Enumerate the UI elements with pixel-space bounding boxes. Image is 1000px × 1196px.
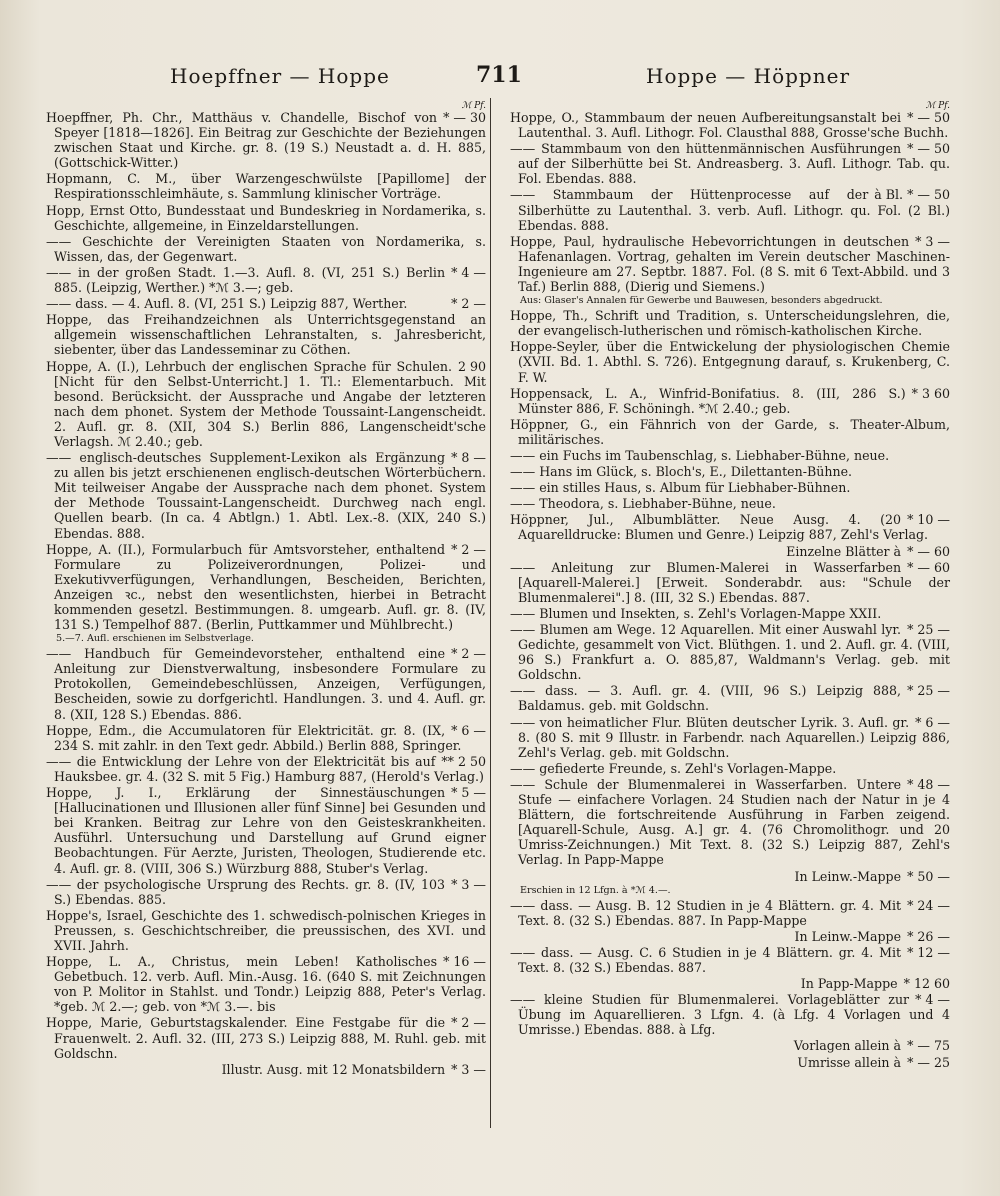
- entry-text: —— ein stilles Haus, s. Album für Liebhaber-Bühnen.: [510, 480, 851, 496]
- entry-text: Umrisse allein à: [797, 1054, 902, 1070]
- entry-text: —— Geschichte der Vereinigten Staaten von Nordamerika, s. Wissen, das, der Gegenwart.: [46, 233, 486, 264]
- entry-text: —— Theodora, s. Liebhaber-Bühne, neue.: [510, 496, 776, 512]
- entry-text: Hoppe, Th., Schrift und Tradition, s. Unterscheidungslehren, die, der evangelisch-lutherischen und römisch-katholischen Kirche.: [510, 308, 950, 339]
- entry-price: 2 90: [457, 358, 486, 374]
- page-header: [0, 60, 1000, 100]
- bibliography-entry: [510, 496, 950, 511]
- entry-text: —— dass. — Ausg. C. 6 Studien in je 4 Blättern. gr. 4. Mit Text. 8. (32 S.) Ebendas. 887.: [510, 944, 902, 975]
- column-divider: [490, 98, 491, 1128]
- bibliography-entry: [510, 234, 950, 294]
- entry-text: Höppner, G., ein Fähnrich von der Garde, s. Theater-Album, militärisches.: [510, 416, 950, 447]
- entry-text: Einzelne Blätter à: [786, 543, 902, 559]
- entry-text: Hoppe's, Israel, Geschichte des 1. schwedisch-polnischen Krieges in Preussen, s. Geschichtschreiber, die preussischen, des XVI. und XVII. Jahrh.: [46, 907, 486, 953]
- entry-price: * 26 —: [907, 928, 950, 944]
- bibliography-entry: [46, 171, 486, 201]
- entry-price: * — 30: [443, 110, 486, 125]
- entry-text: Hoppe, Marie, Geburtstagskalender. Eine Festgabe für die Frauenwelt. 2. Aufl. 32. (III, 273 S.) Leipzig 888, M. Ruhl. geb. mit Goldschn.: [46, 1015, 486, 1061]
- entry-price: * 2 —: [451, 541, 486, 557]
- left-column: [46, 100, 486, 1078]
- entry-text: —— Stammbaum von den hüttenmännischen Ausführungen auf der Silberhütte bei St. Andreasberg. 3. Aufl. Lithogr. Tab. qu. Fol. Ebendas. 888.: [510, 141, 950, 187]
- entry-text: —— dass. — Ausg. B. 12 Studien in je 4 Blättern. gr. 4. Mit Text. 8. (32 S.) Ebendas. 887. In Papp-Mappe: [510, 897, 902, 928]
- entry-price: * 2 —: [451, 1015, 486, 1031]
- bibliography-entry: [46, 785, 486, 876]
- entry-text: Hoppe, J. I., Erklärung der Sinnestäuschungen [Hallucinationen und Illusionen aller fünf Sinne] bei Gesunden und bei Kranken. Beitrag zur Lehre von den Geisteskrankheiten. Ausführl. Untersuchung und Darstellung auf Grund eigner Beobachtungen. Für Aerzte, Juristen, Theologen, Studierende etc. 4. Aufl. gr. 8. (VIII, 306 S.) Würzburg 888, Stuber's Verlag.: [46, 785, 486, 876]
- entry-text: —— dass. — 4. Aufl. 8. (VI, 251 S.) Leipzig 887, Werther.: [46, 296, 408, 312]
- entry-price: ** 2 50: [441, 753, 486, 769]
- entry-price: * 3 —: [451, 1061, 486, 1077]
- entry-text: Illustr. Ausg. mit 12 Monatsbildern: [221, 1061, 446, 1077]
- entry-text: In Leinw.-Mappe: [794, 868, 902, 884]
- bibliography-entry: [46, 359, 486, 450]
- entry-text: Hoppe, A. (I.), Lehrbuch der englischen Sprache für Schulen. [Nicht für den Selbst-Unterricht.] 1. Tl.: Elementarbuch. Mit besond. Berücksicht. der Aussprache und Angabe der letzteren nach dem phonet. System der Methode Toussaint-Langenscheidt. 2. Aufl. gr. 8. (XII, 304 S.) Berlin 886, Langenscheidt'sche Verlagsh. ℳ 2.40.; geb.: [46, 358, 486, 449]
- entry-note: [510, 885, 950, 896]
- entry-price: * 5 —: [451, 785, 486, 801]
- entry-price: * 3 —: [451, 876, 486, 892]
- entry-text: —— Anleitung zur Blumen-Malerei in Wasserfarben [Aquarell-Malerei.] [Erweit. Sonderabdr. aus: "Schule der Blumenmalerei".] 8. (III, 32 S.) Ebendas. 887.: [510, 559, 950, 605]
- entry-text: —— Hans im Glück, s. Bloch's, E., Dilettanten-Bühne.: [510, 464, 853, 480]
- entry-price: * — 25: [907, 1054, 950, 1070]
- entry-text: —— von heimatlicher Flur. Blüten deutscher Lyrik. 3. Aufl. gr. 8. (80 S. mit 9 Illustr. in Farbendr. nach Aquarellen.) Leipzig 886, Zehl's Verlag. geb. mit Goldschn.: [510, 714, 950, 760]
- entry-text: In Leinw.-Mappe: [794, 928, 902, 944]
- bibliography-entry: [510, 606, 950, 621]
- entry-price: * 48 —: [907, 776, 950, 792]
- bibliography-entry: [510, 976, 950, 991]
- bibliography-entry: [46, 450, 486, 541]
- entry-price: * 3 60: [911, 385, 950, 401]
- entry-text: Hoppe, A. (II.), Formularbuch für Amtsvorsteher, enthaltend Formulare zu Polizeiverordnungen, Polizei- und Exekutivverfügungen, Verhandlungen, Bescheiden, Berichten, Anzeigen ꝛc., nebst den wesentlichsten, hierbei in Betracht kommenden gesetzl. Bestimmungen. 8. umgearb. Aufl. gr. 8. (IV, 131 S.) Tempelhof 887. (Berlin, Puttkammer und Mühlbrecht.): [46, 541, 486, 633]
- page-number: 711: [476, 62, 522, 88]
- bibliography-entry: [46, 1062, 486, 1077]
- bibliography-entry: [510, 945, 950, 975]
- entry-text: Aus: Glaser's Annalen für Gewerbe und Bauwesen, besonders abgedruckt.: [520, 295, 883, 307]
- bibliography-entry: [46, 754, 486, 784]
- entry-price: * — 60: [907, 559, 950, 575]
- bibliography-entry: [46, 234, 486, 264]
- bibliography-entry: [46, 646, 486, 721]
- entry-price: * 6 —: [915, 714, 950, 730]
- entry-price: * 12 —: [907, 944, 950, 960]
- bibliography-entry: [510, 992, 950, 1037]
- bibliography-entry: [510, 1055, 950, 1070]
- entry-price: * 4 —: [451, 264, 486, 280]
- entry-text: —— in der großen Stadt. 1.—3. Aufl. 8. (VI, 251 S.) Berlin 885. (Leipzig, Werther.) *ℳ 3.—; geb.: [46, 264, 446, 296]
- bibliography-entry: [510, 761, 950, 776]
- right-column: [510, 100, 950, 1071]
- bibliography-entry: [510, 386, 950, 416]
- bibliography-entry: [510, 1038, 950, 1053]
- bibliography-entry: [46, 296, 486, 311]
- entry-text: Höppner, Jul., Albumblätter. Neue Ausg. 4. (20 Aquarelldrucke: Blumen und Genre.) Leipzig 887, Zehl's Verlag.: [510, 512, 929, 543]
- bibliography-entry: [510, 777, 950, 868]
- entry-price: * 3 —: [915, 233, 950, 249]
- entry-text: Hoppensack, L. A., Winfrid-Bonifatius. 8. (III, 286 S.) Münster 886, F. Schöningh. *ℳ 2.40.; geb.: [510, 385, 906, 416]
- price-unit-label: ℳ Pf.: [925, 101, 950, 111]
- bibliography-entry: [510, 464, 950, 479]
- bibliography-entry: [510, 622, 950, 682]
- entry-text: —— kleine Studien für Blumenmalerei. Vorlageblätter zur Übung im Aquarellieren. 3 Lfgn. 4. (à Lfg. 4 Vorlagen und 4 Umrisse.) Ebendas. 888. à Lfg.: [510, 992, 950, 1038]
- entry-text: Hoppe-Seyler, über die Entwickelung der physiologischen Chemie (XVII. Bd. 1. Abthl. S. 726). Entgegnung darauf, s. Krukenberg, C. F. W.: [510, 339, 950, 385]
- bibliography-entry: [46, 265, 486, 295]
- entry-text: Hoppe, das Freihandzeichnen als Unterrichtsgegenstand an allgemein wissenschaftlichen Lehranstalten, s. Jahresbericht, siebenter, über das Landesseminar zu Cöthen.: [46, 312, 486, 358]
- price-unit-label: ℳ Pf.: [461, 101, 486, 111]
- entry-price: * 50 —: [907, 868, 950, 884]
- entry-text: In Papp-Mappe: [800, 976, 898, 992]
- entry-price: * 8 —: [451, 450, 486, 466]
- bibliography-entry: [46, 542, 486, 633]
- entry-price: * 12 60: [903, 976, 950, 992]
- entry-text: Erschien in 12 Lfgn. à *ℳ 4.—.: [520, 884, 671, 896]
- bibliography-entry: [510, 110, 950, 140]
- entry-text: Vorlagen allein à: [793, 1038, 902, 1054]
- entry-text: Hoppe, Edm., die Accumulatoren für Elektricität. gr. 8. (IX, 234 S. mit zahlr. in den Text gedr. Abbild.) Berlin 888, Springer.: [46, 722, 462, 753]
- bibliography-entry: [510, 141, 950, 186]
- entry-text: —— ein Fuchs im Taubenschlag, s. Liebhaber-Bühne, neue.: [510, 447, 890, 463]
- entry-note: [510, 295, 950, 306]
- bibliography-entry: [510, 869, 950, 884]
- entry-text: —— englisch-deutsches Supplement-Lexikon als Ergänzung zu allen bis jetzt erschienenen englisch-deutschen Wörterbüchern. Mit teilweiser Angabe der Aussprache nach dem phonet. System der Methode Toussaint-Langenscheidt. Durchweg nach engl. Quellen bearb. (In ca. 4 Abtlgn.) 1. Abtl. Lex.-8. (XIX, 240 S.) Ebendas. 888.: [46, 450, 486, 541]
- bibliography-entry: [46, 110, 486, 170]
- entry-text: —— die Entwicklung der Lehre von der Elektricität bis auf Hauksbee. gr. 4. (32 S. mit 5 Fig.) Hamburg 887, (Herold's Verlag.): [46, 753, 484, 784]
- bibliography-entry: [510, 512, 950, 542]
- bibliography-entry: [510, 560, 950, 605]
- entry-text: Hopp, Ernst Otto, Bundesstaat und Bundeskrieg in Nordamerika, s. Geschichte, allgemeine, in Einzeldarstellungen.: [46, 202, 486, 233]
- bibliography-entry: [510, 187, 950, 232]
- header-left: Hoepffner — Hoppe: [170, 64, 390, 88]
- entry-price: * 25 —: [907, 683, 950, 699]
- entry-price: * 2 —: [451, 646, 486, 662]
- entry-price: * — 75: [907, 1038, 950, 1054]
- entry-text: 5.—7. Aufl. erschienen im Selbstverlage.: [56, 633, 254, 645]
- bibliography-entry: [46, 954, 486, 1014]
- entry-text: —— Stammbaum der Hüttenprocesse auf der Silberhütte zu Lautenthal. 3. verb. Aufl. Lithogr. qu. Fol. (2 Bl.) Ebendas. 888.: [510, 187, 950, 233]
- entry-text: Hoepffner, Ph. Chr., Matthäus v. Chandelle, Bischof von Speyer [1818—1826]. Ein Beitrag zur Geschichte der Beziehungen zwischen Staat und Kirche. gr. 8. (19 S.) Neustadt a. d. H. 885, (Gottschick-Witter.): [46, 110, 486, 171]
- bibliography-entry: [510, 448, 950, 463]
- entry-price: * 16 —: [443, 954, 486, 970]
- bibliography-entry: [46, 877, 486, 907]
- bibliography-entry: [510, 544, 950, 559]
- entry-note: [46, 633, 486, 644]
- bibliography-entry: [46, 1015, 486, 1060]
- entry-price: * 6 —: [451, 722, 486, 738]
- entry-text: —— Schule der Blumenmalerei in Wasserfarben. Untere Stufe — einfachere Vorlagen. 24 Studien nach der Natur in je 4 Blättern, die fortschreitende Ausführung in Farben zeigend. [Aquarell-Schule, Ausg. A.] gr. 4. (76 Chromolithogr. und 20 Umriss-Zeichnungen.) Mit Text. 8. (32 S.) Leipzig 887, Zehl's Verlag. In Papp-Mappe: [510, 776, 950, 868]
- entry-price: * 24 —: [907, 897, 950, 913]
- entry-price: * — 50: [907, 141, 950, 157]
- entry-price: * 25 —: [907, 622, 950, 637]
- entry-price: * 4 —: [915, 992, 950, 1008]
- entry-text: —— Handbuch für Gemeindevorsteher, enthaltend eine Anleitung zur Dienstverwaltung, insbesondere Formulare zu Protokollen, Gemeindebeschlüssen, Anzeigen, Verfügungen, Bescheiden, sowie zu dorfgerichtl. Handlungen. 3. und 4. Aufl. gr. 8. (XII, 128 S.) Ebendas. 886.: [46, 646, 486, 722]
- bibliography-entry: [46, 312, 486, 357]
- bibliography-entry: [510, 898, 950, 928]
- entry-text: —— gefiederte Freunde, s. Zehl's Vorlagen-Mappe.: [510, 760, 837, 776]
- bibliography-entry: [510, 339, 950, 384]
- entry-text: Hopmann, C. M., über Warzengeschwülste [Papillome] der Respirationsschleimhäute, s. Sammlung klinischer Vorträge.: [46, 171, 486, 202]
- bibliography-entry: [46, 908, 486, 953]
- bibliography-entry: [510, 480, 950, 495]
- entry-text: Hoppe, Paul, hydraulische Hebevorrichtungen in deutschen Hafenanlagen. Vortrag, gehalten im Verein deutscher Maschinen-Ingenieure am 27. Septbr. 1887. Fol. (8 S. mit 6 Text-Abbild. und 3 Taf.) Berlin 888, (Dierig und Siemens.): [510, 233, 950, 295]
- entry-price: * — 60: [907, 543, 950, 559]
- header-right: Hoppe — Höppner: [646, 64, 851, 88]
- bibliography-entry: [510, 715, 950, 760]
- entry-price: * 2 —: [451, 296, 486, 312]
- entry-price: à Bl. * — 50: [874, 187, 950, 203]
- entry-text: Hoppe, O., Stammbaum der neuen Aufbereitungsanstalt bei Lautenthal. 3. Aufl. Lithogr. Fol. Clausthal 888, Grosse'sche Buchh.: [510, 110, 949, 141]
- entry-text: —— Blumen am Wege. 12 Aquarellen. Mit einer Auswahl lyr. Gedichte, gesammelt von Vict. Blüthgen. 1. und 2. Aufl. gr. 4. (VIII, 96 S.) Frankfurt a. O. 885,87, Waldmann's Verlag. geb. mit Goldschn.: [510, 622, 950, 683]
- bibliography-entry: [510, 308, 950, 338]
- entry-price: * — 50: [907, 110, 950, 125]
- entry-text: —— dass. — 3. Aufl. gr. 4. (VIII, 96 S.) Leipzig 888, Baldamus. geb. mit Goldschn.: [510, 683, 902, 714]
- entry-text: —— Blumen und Insekten, s. Zehl's Vorlagen-Mappe XXII.: [510, 605, 882, 621]
- bibliography-entry: [510, 683, 950, 713]
- bibliography-entry: [510, 929, 950, 944]
- entry-text: —— der psychologische Ursprung des Rechts. gr. 8. (IV, 103 S.) Ebendas. 885.: [46, 876, 446, 907]
- entry-price: * 10 —: [907, 512, 950, 528]
- bibliography-entry: [510, 417, 950, 447]
- bibliography-entry: [46, 723, 486, 753]
- entry-text: Hoppe, L. A., Christus, mein Leben! Katholisches Gebetbuch. 12. verb. Aufl. Min.-Ausg. 16. (640 S. mit Zeichnungen von P. Molitor in Stahlst. und Tondr.) Leipzig 888, Peter's Verlag. *geb. ℳ 2.—; geb. von *ℳ 3.—. bis: [46, 954, 486, 1015]
- bibliography-entry: [46, 203, 486, 233]
